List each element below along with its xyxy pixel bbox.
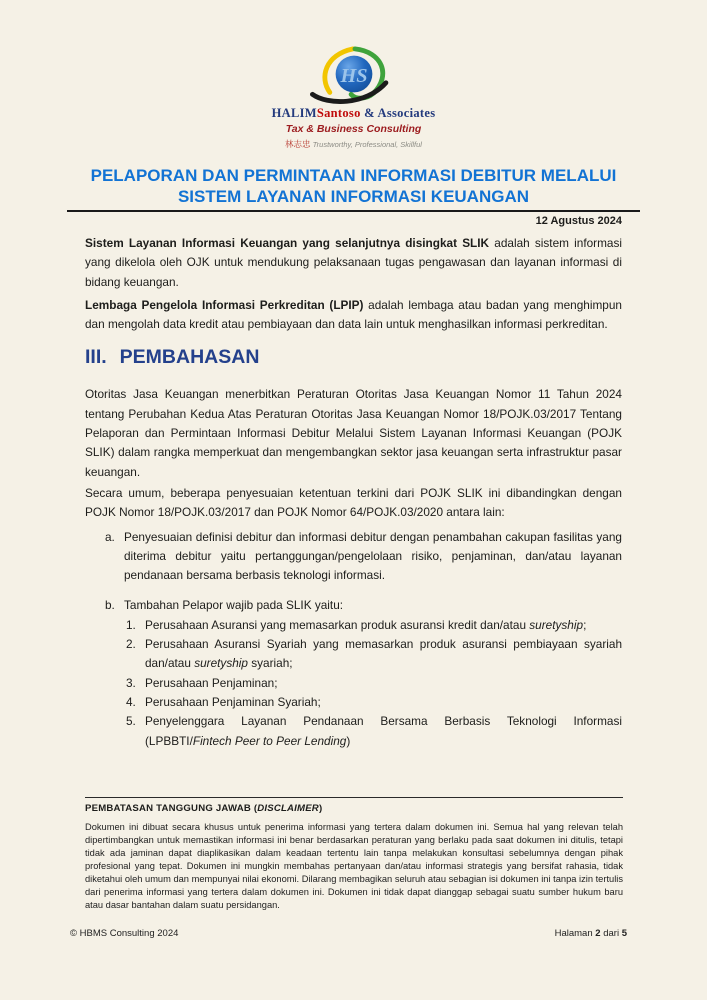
paragraph-lpip-definition: Lembaga Pengelola Informasi Perkreditan (LPIP) adalah lembaga atau badan yang menghimpun dan mengolah data kredit atau pembiayaan dan data lain untuk menghasilkan informasi perkreditan. xyxy=(85,297,622,332)
company-motto xyxy=(0,138,707,150)
list-marker-b: b. xyxy=(105,598,115,613)
paragraph-slik-definition: Sistem Layanan Informasi Keuangan yang selanjutnya disingkat SLIK adalah sistem informasi yang dikelola oleh OJK untuk mendukung pelaksanaan tugas pengawasan dan layanan informasi di bidang keuangan. xyxy=(85,236,622,289)
list-marker-5: 5. xyxy=(126,714,136,729)
title-divider xyxy=(67,210,640,212)
numbered-item-1-text: Perusahaan Asuransi yang memasarkan produk asuransi kredit dan/atau suretyship; xyxy=(145,617,587,632)
numbered-item-2-text: Perusahaan Asuransi Syariah yang memasarkan produk asuransi pembiayaan syariah dan/atau suretyship syariah; xyxy=(145,637,622,671)
paragraph-pojk-intro: Otoritas Jasa Keuangan menerbitkan Peraturan Otoritas Jasa Keuangan Nomor 11 Tahun 2024 tentang Perubahan Kedua Atas Peraturan Otoritas Jasa Keuangan Nomor 18/POJK.03/2017 Tentang Pelaporan dan Permintaan Informasi Debitur Melalui Sistem Layanan Informasi Keuangan (POJK SLIK) dalam rangka memperkuat dan mengembangkan sektor jasa keuangan serta infrastruktur pasar keuangan. xyxy=(85,387,622,479)
paragraph-adjustments-intro: Secara umum, beberapa penyesuaian ketentuan terkini dari POJK SLIK ini dibandingkan dengan POJK Nomor 18/POJK.03/2017 dan POJK Nomor 64/POJK.03/2020 antara lain: xyxy=(85,485,622,520)
page-footer xyxy=(70,928,627,939)
document-date: 12 Agustus 2024 xyxy=(535,215,622,227)
numbered-item-4 xyxy=(126,693,622,712)
disclaimer-section xyxy=(85,797,623,912)
page-number-indicator: Halaman 2 dari 5 xyxy=(554,928,627,939)
document-title-line2: SISTEM LAYANAN INFORMASI KEUANGAN xyxy=(177,187,530,206)
list-item-b-text: Tambahan Pelapor wajib pada SLIK yaitu: xyxy=(124,598,344,613)
numbered-list xyxy=(85,616,622,751)
section-number: III. xyxy=(85,346,107,369)
list-item-a xyxy=(85,528,622,586)
list-item-a-text: Penyesuaian definisi debitur dan informasi debitur dengan penambahan cakupan fasilitas yang diterima debitur yaitu pertanggungan/pengelolaan risiko, penjaminan, dan/atau layanan pendanaan bersama berbasis teknologi informasi. xyxy=(124,529,622,583)
disclaimer-heading: PEMBATASAN TANGGUNG JAWAB (DISCLAIMER) xyxy=(85,803,323,814)
section-heading-pembahasan xyxy=(85,345,622,369)
company-name-halim: HALIM xyxy=(271,106,317,120)
logo-monogram: HS xyxy=(339,64,368,87)
list-marker-3: 3. xyxy=(126,675,136,690)
company-name-santoso: Santoso xyxy=(316,106,361,120)
company-emblem-icon xyxy=(295,46,413,104)
term-slik: Sistem Layanan Informasi Keuangan yang selanjutnya disingkat SLIK xyxy=(85,236,490,250)
numbered-item-5-text: Penyelenggara Layanan Pendanaan Bersama Berbasis Teknologi Informasi (LPBBTI/Fintech Peer to Peer Lending) xyxy=(145,714,622,748)
document-title-line1: PELAPORAN DAN PERMINTAAN INFORMASI DEBITUR MELALUI xyxy=(90,166,617,185)
list-item-b xyxy=(85,596,622,615)
disclaimer-text: Dokumen ini dibuat secara khusus untuk penerima informasi yang tertera dalam dokumen ini. Semua hal yang relevan telah dipertimbangkan untuk memastikan informasi ini benar berdasarkan peraturan yang berlaku pada saat dokumen ini ditulis, tetapi tidak ada jaminan dapat diaplikasikan dalam keadaan tertentu lain tanpa melakukan konsultasi sebelumnya dengan pihak profesional yang tepat. Dokumen ini mungkin membahas pertanyaan dan/atau informasi strategis yang bersifat rahasia, tidak diketahui oleh umum dan mempunyai nilai ekonomi. Dilarang membagikan seluruh atau sebagian isi dokumen ini tanpa izin tertulis dari penerima informasi yang tertera dalam dokumen ini. Dokumen ini tidak dapat dianggap sebagai suatu sumber hukum baru atau dasar bantahan dalam suatu persidangan. xyxy=(85,822,623,910)
list-marker-1: 1. xyxy=(126,617,136,632)
company-tagline: Tax & Business Consulting xyxy=(285,123,422,135)
list-marker-a: a. xyxy=(105,529,115,544)
numbered-item-3-text: Perusahaan Penjaminan; xyxy=(145,675,278,690)
term-lpip: Lembaga Pengelola Informasi Perkreditan (LPIP) xyxy=(85,297,364,312)
list-marker-2: 2. xyxy=(126,637,136,652)
list-marker-4: 4. xyxy=(126,694,136,709)
numbered-item-5 xyxy=(126,712,622,751)
company-chinese-name: 林志忠 xyxy=(285,139,311,149)
numbered-item-1 xyxy=(126,616,622,635)
company-name-associates: & Associates xyxy=(364,106,436,120)
document-title xyxy=(85,165,622,207)
numbered-item-2 xyxy=(126,635,622,674)
section-title: PEMBAHASAN xyxy=(119,346,260,369)
numbered-item-3 xyxy=(126,674,622,693)
company-motto-text: Trustworthy, Professional, Skillful xyxy=(312,140,422,149)
company-name xyxy=(0,106,707,121)
company-logo xyxy=(0,0,707,150)
document-body xyxy=(0,165,707,751)
copyright-notice: © HBMS Consulting 2024 xyxy=(70,928,179,939)
numbered-item-4-text: Perusahaan Penjaminan Syariah; xyxy=(145,694,321,709)
